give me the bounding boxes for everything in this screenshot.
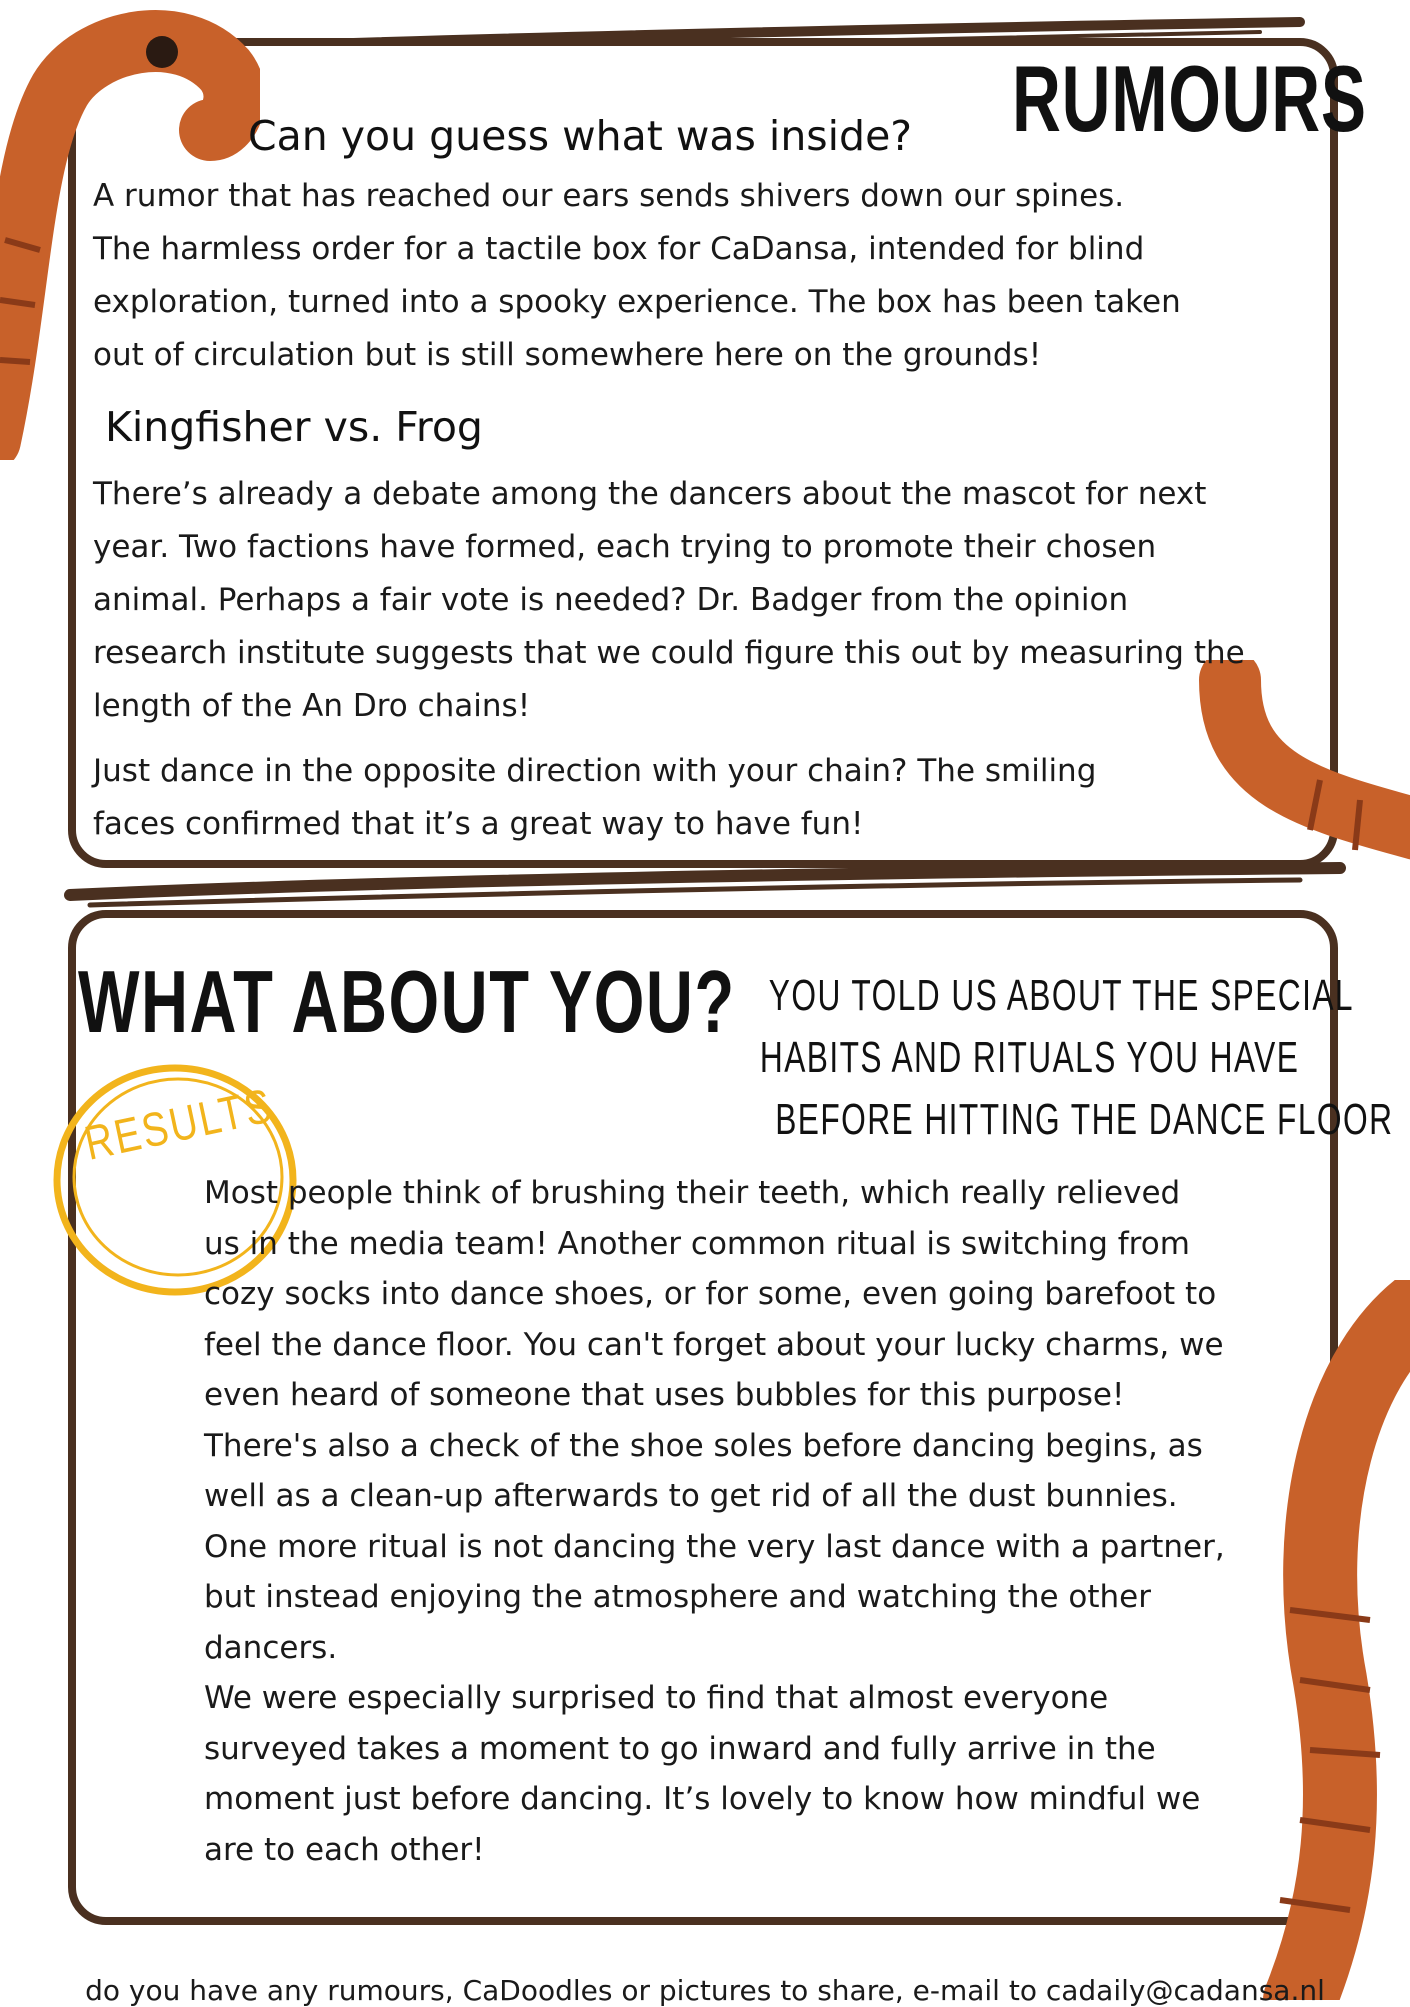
body-line: A rumor that has reached our ears sends shivers down our spines. — [93, 178, 1125, 214]
body-line: exploration, turned into a spooky experience. The box has been taken — [93, 284, 1181, 320]
body-line: research institute suggests that we could figure this out by measuring the — [93, 635, 1245, 671]
body-line: One more ritual is not dancing the very last dance with a partner, — [204, 1528, 1225, 1565]
rumour-2-title: Kingfisher vs. Frog — [105, 403, 483, 451]
body-line: feel the dance floor. You can't forget about your lucky charms, we — [204, 1326, 1224, 1363]
rumour-2-body — [93, 468, 1245, 733]
rumours-heading: RUMOURS — [1012, 46, 1367, 151]
body-line: moment just before dancing. It’s lovely to know how mindful we — [204, 1781, 1201, 1817]
body-line: even heard of someone that uses bubbles for this purpose! — [204, 1377, 1125, 1413]
body-line: well as a clean-up afterwards to get rid of all the dust bunnies. — [204, 1478, 1178, 1514]
body-line: Just dance in the opposite direction with your chain? The smiling — [93, 753, 1097, 789]
body-line: surveyed takes a moment to go inward and fully arrive in the — [204, 1730, 1156, 1767]
body-line: length of the An Dro chains! — [93, 688, 531, 724]
body-line: faces confirmed that it’s a great way to have fun! — [93, 806, 864, 842]
intro-line: BEFORE HITTING THE DANCE FLOOR — [775, 1095, 1394, 1144]
body-line: dancers. — [204, 1629, 338, 1666]
body-line: animal. Perhaps a fair vote is needed? Dr. Badger from the opinion — [93, 582, 1129, 618]
body-line: are to each other! — [204, 1831, 485, 1868]
body-line: Most people think of brushing their teeth, which really relieved — [204, 1175, 1181, 1211]
intro-line: YOU TOLD US ABOUT THE SPECIAL — [768, 971, 1354, 1020]
body-line: cozy socks into dance shoes, or for some, even going barefoot to — [204, 1276, 1217, 1312]
rumour-2-extra — [93, 745, 1096, 851]
body-line: We were especially surprised to find that almost everyone — [204, 1680, 1109, 1716]
body-line: but instead enjoying the atmosphere and watching the other — [204, 1579, 1151, 1615]
body-line: year. Two factions have formed, each trying to promote their chosen — [93, 529, 1157, 565]
body-line: There’s already a debate among the dancers about the mascot for next — [93, 476, 1207, 512]
footer-contact-note: do you have any rumours, CaDoodles or pictures to share, e-mail to cadaily@cadansa.nl — [85, 1974, 1325, 2007]
rumour-1-title: Can you guess what was inside? — [248, 112, 913, 160]
survey-results-body — [204, 1168, 1225, 1875]
intro-line: HABITS AND RITUALS YOU HAVE — [759, 1033, 1300, 1082]
what-about-you-heading: WHAT ABOUT YOU? — [78, 952, 736, 1051]
rumour-1-body — [93, 170, 1181, 382]
survey-intro — [655, 965, 1394, 1151]
results-stamp-label: RESULTS — [80, 1079, 279, 1171]
body-line: us in the media team! Another common ritual is switching from — [204, 1225, 1190, 1262]
body-line: out of circulation but is still somewhere here on the grounds! — [93, 337, 1042, 373]
body-line: There's also a check of the shoe soles before dancing begins, as — [204, 1427, 1203, 1464]
body-line: The harmless order for a tactile box for CaDansa, intended for blind — [93, 231, 1145, 267]
